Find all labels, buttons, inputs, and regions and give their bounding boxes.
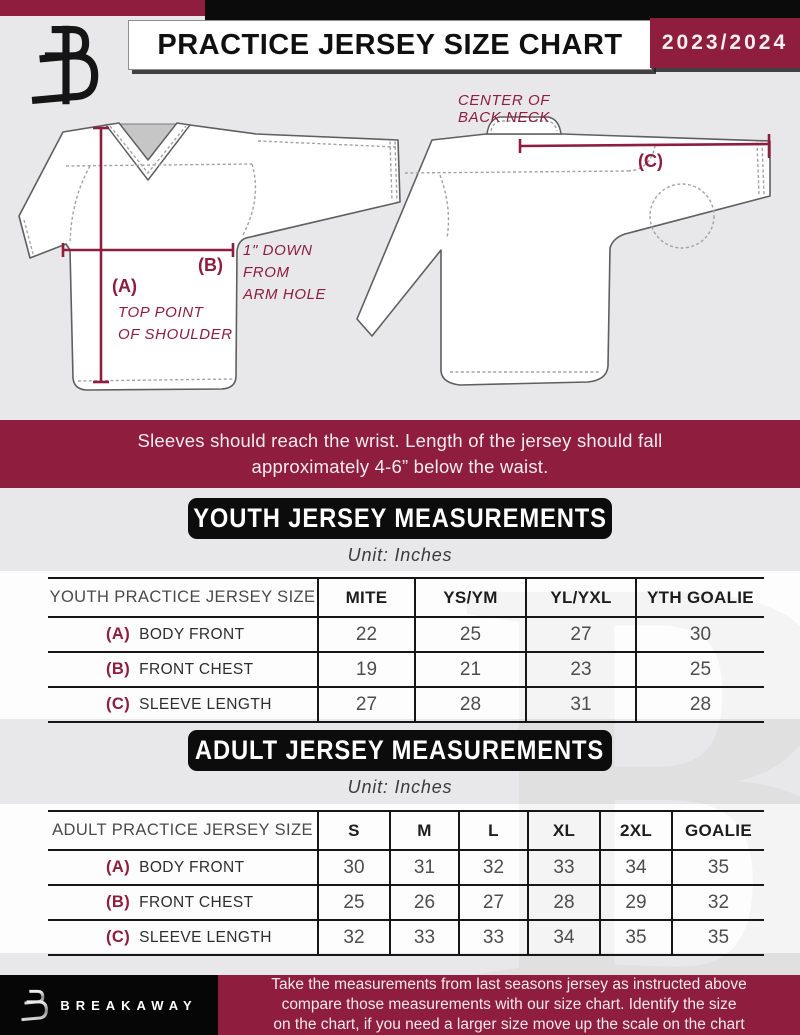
title-box (128, 20, 652, 70)
cell-value: 27 (459, 885, 528, 920)
adult-size-col-goalie: GOALIE (672, 811, 764, 850)
adult-size-col-2xl: 2XL (600, 811, 672, 850)
cell-value: 21 (415, 652, 526, 687)
row-marker: (A) (106, 858, 131, 876)
row-marker: (B) (106, 660, 131, 678)
table-row (48, 885, 764, 920)
cell-value: 28 (415, 687, 526, 722)
footer-note-line3: on the chart, if you need a larger size move up the scale on the chart (273, 1016, 745, 1033)
brand-name: BREAKAWAY (60, 997, 198, 1013)
cell-value: 32 (672, 885, 764, 920)
season-badge (650, 18, 800, 68)
fit-instruction-banner (0, 420, 800, 488)
cell-value: 33 (459, 920, 528, 955)
page-title: PRACTICE JERSEY SIZE CHART (157, 28, 623, 61)
adult-size-col-xl: XL (528, 811, 600, 850)
youth-section-title (188, 498, 612, 539)
adult-table-title-cell: ADULT PRACTICE JERSEY SIZE (48, 811, 318, 850)
shoulder-note-line1: TOP POINT (118, 304, 204, 321)
cell-value: 34 (600, 850, 672, 885)
table-row (48, 920, 764, 955)
breakaway-footer-logo-icon (20, 987, 50, 1024)
table-row (48, 652, 764, 687)
jersey-diagrams (0, 68, 800, 420)
armhole-note-line1: 1" DOWN (243, 242, 313, 259)
cell-value: 27 (526, 617, 636, 652)
armhole-note-line3: ARM HOLE (243, 286, 327, 303)
youth-size-col-goalie: YTH GOALIE (636, 578, 764, 617)
youth-size-col-mite: MITE (318, 578, 415, 617)
breakaway-logo-icon (28, 22, 104, 108)
back-jersey-illustration (357, 92, 770, 385)
cell-value: 35 (672, 850, 764, 885)
back-neck-note-line1: CENTER OF (458, 92, 551, 109)
row-marker: (C) (106, 928, 131, 946)
shoulder-note-line2: OF SHOULDER (118, 326, 233, 343)
youth-table-header-row (48, 578, 764, 617)
fit-instruction-line2: approximately 4-6” below the waist. (251, 456, 549, 477)
marker-a-label: (A) (112, 276, 137, 296)
row-label-text: SLEEVE LENGTH (139, 696, 272, 713)
row-label-text: BODY FRONT (139, 859, 245, 876)
adult-section-title-text: ADULT JERSEY MEASUREMENTS (195, 735, 605, 765)
cell-value: 25 (636, 652, 764, 687)
cell-value: 28 (636, 687, 764, 722)
armhole-note-line2: FROM (243, 264, 290, 281)
cell-value: 35 (672, 920, 764, 955)
cell-value: 31 (390, 850, 459, 885)
youth-section-title-text: YOUTH JERSEY MEASUREMENTS (193, 503, 607, 533)
cell-value: 25 (318, 885, 390, 920)
footer-note (218, 975, 800, 1035)
adult-section-title (188, 730, 612, 771)
youth-unit-label: Unit: Inches (347, 545, 453, 565)
row-marker: (B) (106, 893, 131, 911)
table-row (48, 617, 764, 652)
cell-value: 32 (459, 850, 528, 885)
cell-value: 29 (600, 885, 672, 920)
adult-size-col-l: L (459, 811, 528, 850)
cell-value: 35 (600, 920, 672, 955)
cell-value: 28 (528, 885, 600, 920)
cell-value: 33 (528, 850, 600, 885)
cell-value: 32 (318, 920, 390, 955)
footer-note-line2: compare those measurements with our size chart. Identify the size (281, 996, 737, 1013)
cell-value: 30 (318, 850, 390, 885)
front-jersey-illustration (19, 123, 400, 390)
adult-size-col-s: S (318, 811, 390, 850)
marker-c-label: (C) (638, 151, 663, 171)
cell-value: 34 (528, 920, 600, 955)
youth-table-title-cell: YOUTH PRACTICE JERSEY SIZE (48, 578, 318, 617)
adult-size-table (48, 810, 764, 956)
youth-size-table (48, 577, 764, 723)
row-label-text: FRONT CHEST (139, 661, 254, 678)
cell-value: 23 (526, 652, 636, 687)
adult-table-header-row (48, 811, 764, 850)
youth-size-col-ylyxl: YL/YXL (526, 578, 636, 617)
cell-value: 26 (390, 885, 459, 920)
row-label-text: SLEEVE LENGTH (139, 929, 272, 946)
cell-value: 31 (526, 687, 636, 722)
marker-b-label: (B) (198, 255, 223, 275)
adult-unit-label: Unit: Inches (347, 777, 453, 797)
row-marker: (C) (106, 695, 131, 713)
table-row (48, 687, 764, 722)
cell-value: 33 (390, 920, 459, 955)
cell-value: 22 (318, 617, 415, 652)
cell-value: 30 (636, 617, 764, 652)
footer-note-line1: Take the measurements from last seasons jersey as instructed above (271, 976, 747, 993)
back-neck-note-line2: BACK NECK (458, 109, 551, 126)
cell-value: 27 (318, 687, 415, 722)
footer-brand-block (0, 975, 218, 1035)
fit-instruction-line1: Sleeves should reach the wrist. Length of the jersey should fall (137, 430, 663, 451)
season-label: 2023/2024 (661, 31, 789, 54)
header-stripe-maroon (0, 0, 205, 16)
row-label-text: BODY FRONT (139, 626, 245, 643)
adult-size-col-m: M (390, 811, 459, 850)
cell-value: 19 (318, 652, 415, 687)
youth-size-col-ysym: YS/YM (415, 578, 526, 617)
cell-value: 25 (415, 617, 526, 652)
row-marker: (A) (106, 625, 131, 643)
row-label-text: FRONT CHEST (139, 894, 254, 911)
table-row (48, 850, 764, 885)
